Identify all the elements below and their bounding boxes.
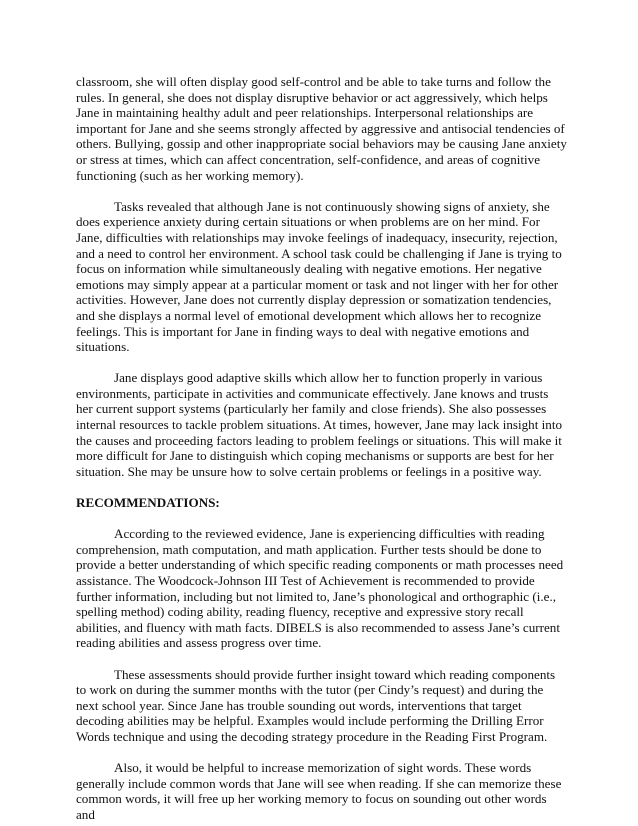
paragraph-continued: classroom, she will often display good self-control and be able to take turns and follow the rules. In general, she does not display disruptive behavior or act aggressively, which helps Jane in maintaining healthy adult and peer relationships. Interpersonal relationships are important for Jane and she seems strongly affected by aggressive and antisocial tendencies of others. Bullying, gossip and other inappropriate social behaviors may be causing Jane anxiety or stress at times, which can affect concentration, self-confidence, and areas of cognitive functioning (such as her working memory). xyxy=(76,74,567,183)
section-heading-recommendations: RECOMMENDATIONS: xyxy=(76,495,220,511)
paragraph-anxiety: Tasks revealed that although Jane is not continuously showing signs of anxiety, she does experience anxiety during certain situations or when problems are on her mind. For Jane, difficulties with relationships may invoke feelings of inadequacy, insecurity, rejection, and a need to control her environment. A school task could be challenging if Jane is trying to focus on information while simultaneously dealing with negative emotions. Her negative emotions may simply appear at a particular moment or task and not linger with her for other activities. However, Jane does not currently display depression or somatization tendencies, and she displays a normal level of emotional development which allows her to recognize feelings. This is important for Jane in finding ways to deal with negative emotions and situations. xyxy=(76,198,562,355)
paragraph-sight-words: Also, it would be helpful to increase memorization of sight words. These words generally include common words that Jane will see when reading. If she can memorize these common words, it will free up her working memory to focus on sounding out other words and xyxy=(76,760,562,822)
paragraph-reviewed-evidence: According to the reviewed evidence, Jane is experiencing difficulties with reading comprehension, math computation, and math application. Further tests should be done to provide a better understanding of which specific reading components or math processes need assistance. The Woodcock-Johnson III Test of Achievement is recommended to provide further information, including but not limited to, Jane’s phonological and orthographic (i.e., spelling method) coding ability, reading fluency, receptive and expressive story recall abilities, and fluency with math facts. DIBELS is also recommended to assess Jane’s current reading abilities and assess progress over time. xyxy=(76,526,564,651)
paragraph-adaptive-skills: Jane displays good adaptive skills which allow her to function properly in various environments, participate in activities and communicate effectively. Jane knows and trusts her current support systems (particularly her family and close friends). She also possesses internal resources to tackle problem situations. At times, however, Jane may lack insight into the causes and proceeding factors leading to problem feelings or situations. This will make it more difficult for Jane to distinguish which coping mechanisms or supports are best for her situation. She may be unsure how to solve certain problems or feelings in a positive way. xyxy=(76,370,563,479)
paragraph-assessments: These assessments should provide further insight toward which reading components to work on during the summer months with the tutor (per Cindy’s request) and during the next school year. Since Jane has trouble sounding out words, interventions that target decoding abilities may be helpful. Examples would include performing the Drilling Error Words technique and using the decoding strategy procedure in the Reading First Program. xyxy=(76,666,556,744)
